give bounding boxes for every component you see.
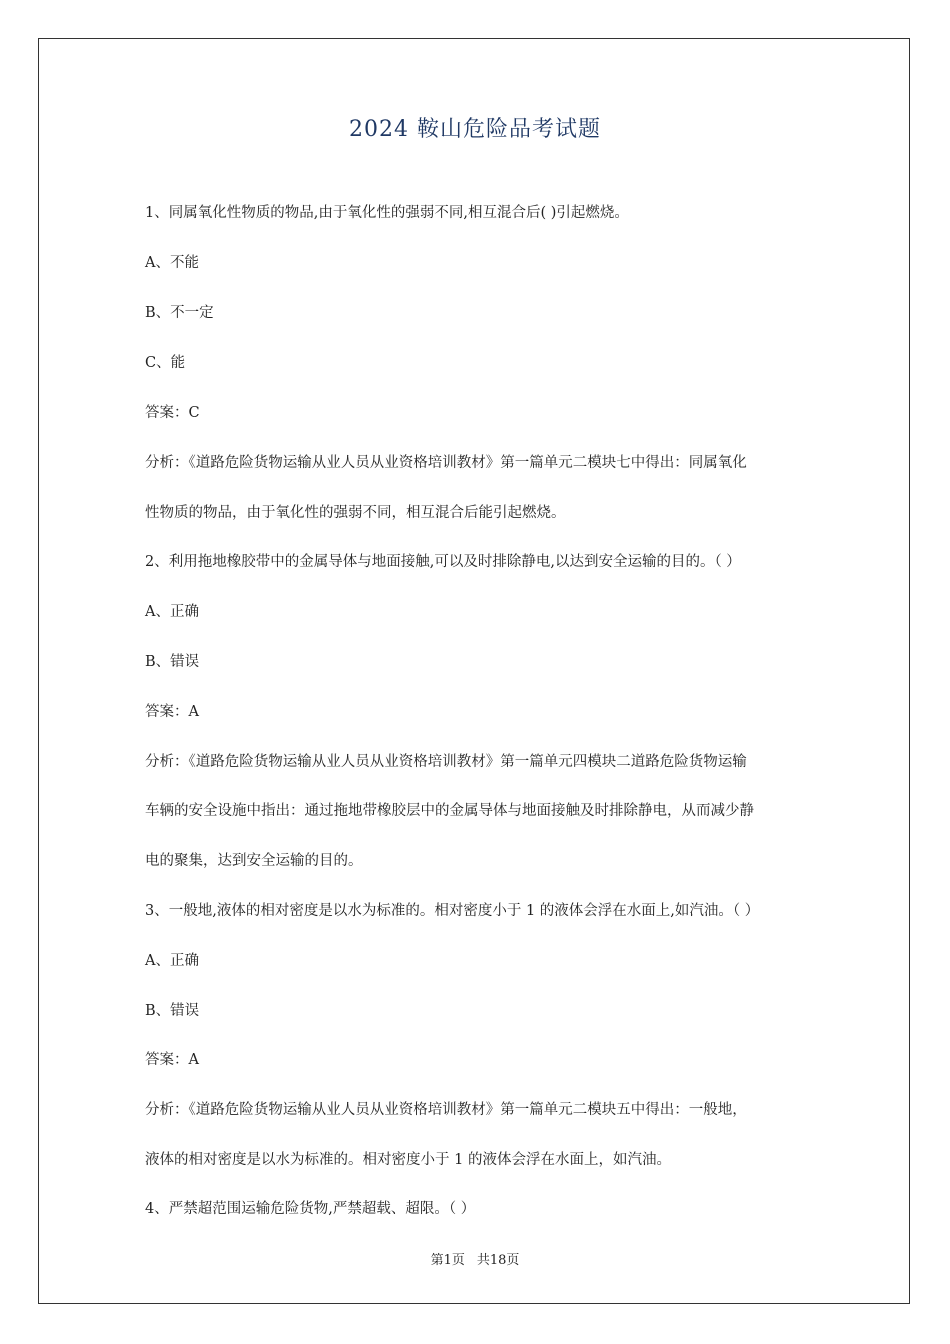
question-1-analysis-line-2: 性物质的物品，由于氧化性的强弱不同，相互混合后能引起燃烧。 bbox=[145, 505, 566, 521]
question-2-analysis-line-3: 电的聚集，达到安全运输的目的。 bbox=[145, 853, 363, 869]
question-2-answer: 答案：A bbox=[145, 704, 199, 720]
page-number: 第1页 bbox=[430, 1253, 465, 1268]
document-title: 2024 鞍山危险品考试题 bbox=[349, 117, 601, 142]
page-footer bbox=[0, 1249, 950, 1268]
question-2-analysis-line-1: 分析：《道路危险货物运输从业人员从业资格培训教材》第一篇单元四模块二道路危险货物运输 bbox=[145, 754, 747, 770]
question-3-analysis-line-1: 分析：《道路危险货物运输从业人员从业资格培训教材》第一篇单元二模块五中得出：一般地， bbox=[145, 1102, 747, 1118]
question-1-option-a: A、不能 bbox=[145, 255, 199, 271]
question-2-analysis-line-2: 车辆的安全设施中指出：通过拖地带橡胶层中的金属导体与地面接触及时排除静电，从而减少静 bbox=[145, 803, 754, 819]
question-1-option-b: B、不一定 bbox=[145, 305, 214, 321]
question-1-analysis-line-1: 分析：《道路危险货物运输从业人员从业资格培训教材》第一篇单元二模块七中得出：同属氧化 bbox=[145, 455, 747, 471]
question-1-text: 1、同属氧化性物质的物品,由于氧化性的强弱不同,相互混合后( )引起燃烧。 bbox=[145, 205, 629, 221]
question-2-option-b: B、错误 bbox=[145, 654, 200, 670]
question-2-text: 2、利用拖地橡胶带中的金属导体与地面接触,可以及时排除静电,以达到安全运输的目的。（ ） bbox=[145, 554, 741, 570]
question-3-option-a: A、正确 bbox=[145, 953, 199, 969]
page-total: 共18页 bbox=[476, 1253, 520, 1268]
question-4-text: 4、严禁超范围运输危险货物,严禁超载、超限。（ ） bbox=[145, 1201, 476, 1217]
question-1-answer: 答案：C bbox=[145, 405, 200, 421]
question-3-option-b: B、错误 bbox=[145, 1003, 200, 1019]
question-3-answer: 答案：A bbox=[145, 1052, 199, 1068]
question-1-option-c: C、能 bbox=[145, 355, 186, 371]
question-3-text: 3、一般地,液体的相对密度是以水为标准的。相对密度小于 1 的液体会浮在水面上,如汽油。（ ） bbox=[145, 903, 760, 919]
question-2-option-a: A、正确 bbox=[145, 604, 199, 620]
question-3-analysis-line-2: 液体的相对密度是以水为标准的。相对密度小于 1 的液体会浮在水面上，如汽油。 bbox=[145, 1152, 671, 1168]
